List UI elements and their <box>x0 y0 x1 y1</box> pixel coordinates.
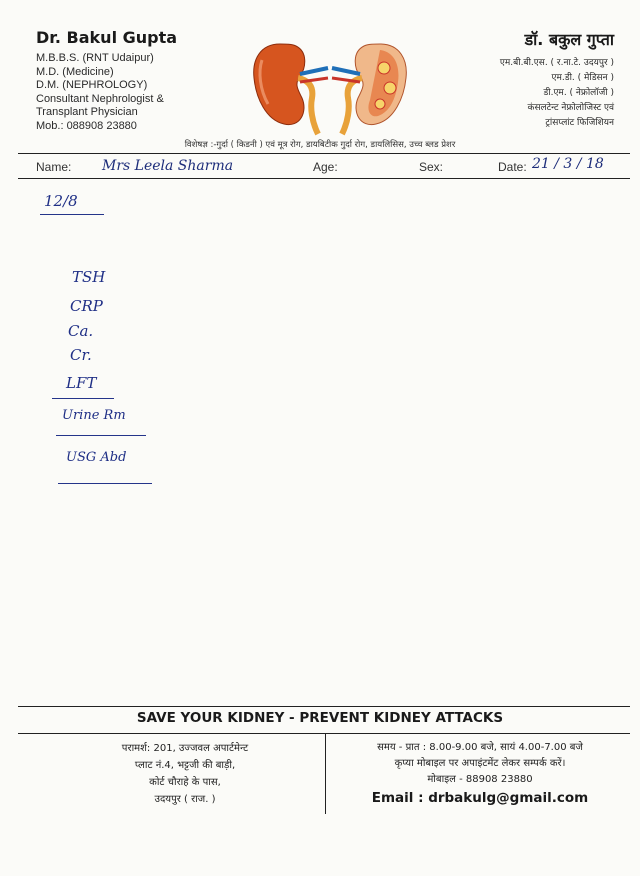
qualification-line-hindi: ट्रांसप्लांट फिजिशियन <box>545 118 614 128</box>
slogan: SAVE YOUR KIDNEY - PREVENT KIDNEY ATTACKS <box>136 710 504 726</box>
underline <box>52 398 114 399</box>
prescription-item: TSH <box>72 268 106 286</box>
qualification-line: M.B.B.S. (RNT Udaipur) <box>36 52 154 64</box>
qualification-line-hindi: एम.डी. ( मेडिसन ) <box>551 73 614 83</box>
qualification-line-hindi: कंसलटेन्ट नेफ्रोलोजिस्ट एवं <box>527 103 614 113</box>
doctor-name: Dr. Bakul Gupta <box>36 28 178 47</box>
prescription-item: USG Abd <box>66 450 127 465</box>
form-divider <box>18 178 630 179</box>
age-label: Age: <box>313 160 338 174</box>
underline <box>56 435 146 436</box>
email-address: Email : drbakulg@gmail.com <box>371 790 589 806</box>
prescription-item: Urine Rm <box>62 408 126 423</box>
underline <box>58 483 152 484</box>
sex-label: Sex: <box>419 160 444 174</box>
date-value: 21 / 3 / 18 <box>532 156 604 172</box>
address-line: कोर्ट चौराहे के पास, <box>149 777 221 788</box>
timing-line: कृप्या मोबाइल पर अपाइंटमेंट लेकर सम्पर्क करें। <box>394 758 566 769</box>
address-line: उदयपुर ( राज. ) <box>154 794 216 805</box>
qualification-line: M.D. (Medicine) <box>36 65 114 78</box>
qualification-line: Transplant Physician <box>36 106 138 119</box>
mobile-number: Mob.: 088908 23880 <box>36 119 137 132</box>
prescription-heading: 12/8 <box>44 192 78 210</box>
footer-divider <box>18 733 630 734</box>
qualification-line: Consultant Nephrologist & <box>36 92 164 105</box>
footer-column-separator <box>325 734 326 814</box>
specialty-line: विशेषज्ञ :-गुर्दा ( किडनी ) एवं मूत्र रोग, डायबिटीक गुर्दा रोग, डायलिसिस, उच्च ब्लड प्रेशर <box>184 140 456 150</box>
doctor-name-hindi: डॉ. बकुल गुप्ता <box>524 30 614 49</box>
mobile-line: मोबाइल - 88908 23880 <box>427 774 533 785</box>
header-divider <box>18 153 630 154</box>
doctor-header-hindi <box>500 28 614 131</box>
date-label: Date: <box>498 160 527 174</box>
name-label: Name: <box>36 160 72 174</box>
prescription-item: LFT <box>66 374 97 392</box>
timing-line: समय - प्रात : 8.00-9.00 बजे, सायं 4.00-7.00 बजे <box>377 742 583 753</box>
address-line: परामर्श: 201, उज्जवल अपार्टमेन्ट <box>121 743 249 754</box>
underline <box>40 214 104 215</box>
doctor-header-english <box>36 28 177 134</box>
qualification-line-hindi: एम.बी.बी.एस. ( र.ना.टे. उदयपुर ) <box>499 58 614 68</box>
qualification-line: D.M. (NEPHROLOGY) <box>36 79 148 92</box>
footer-top-divider <box>18 706 630 707</box>
qualification-line-hindi: डी.एम. ( नेफ्रोलॉजी ) <box>543 88 614 98</box>
prescription-item: Ca. <box>68 322 94 340</box>
kidney-illustration <box>250 38 410 140</box>
patient-name-value: Mrs Leela Sharma <box>102 158 234 174</box>
clinic-timing <box>330 740 630 806</box>
address-line: प्लाट नं.4, भट्टजी की बाड़ी, <box>134 760 236 771</box>
clinic-address <box>60 740 310 808</box>
prescription-item: Cr. <box>70 346 92 364</box>
prescription-item: CRP <box>70 297 103 315</box>
